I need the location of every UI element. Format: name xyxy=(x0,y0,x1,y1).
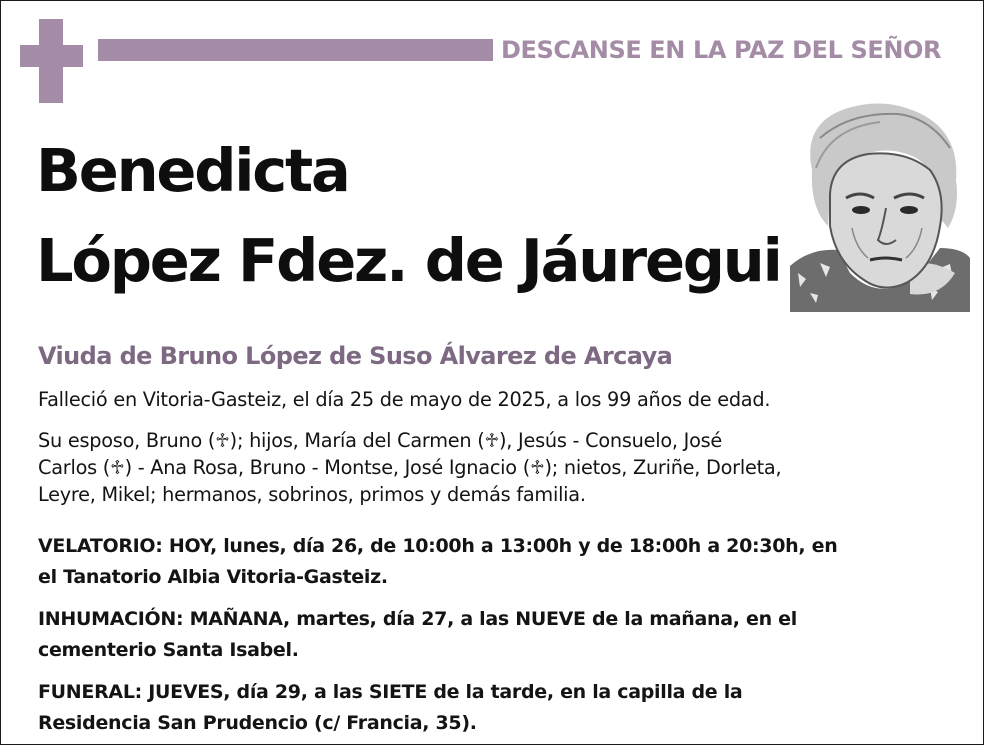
family-line: Leyre, Mikel; hermanos, sobrinos, primos y demás familia. xyxy=(38,483,586,506)
inhumacion-line: INHUMACIÓN: MAÑANA, martes, día 27, a las NUEVE de la mañana, en el xyxy=(38,608,797,630)
portrait-photo xyxy=(790,98,970,312)
velatorio-line: el Tanatorio Albia Vitoria-Gasteiz. xyxy=(38,566,388,588)
velatorio-line: VELATORIO: HOY, lunes, día 26, de 10:00h a 13:00h y de 18:00h a 20:30h, en xyxy=(38,535,838,557)
funeral-line: FUNERAL: JUEVES, día 29, a las SIETE de la tarde, en la capilla de la xyxy=(38,681,743,703)
inhumacion-paragraph xyxy=(38,604,963,666)
first-name: Benedicta xyxy=(36,136,349,205)
funeral-line: Residencia San Prudencio (c/ Francia, 35). xyxy=(38,712,477,734)
death-notice: Falleció en Vitoria-Gasteiz, el día 25 de mayo de 2025, a los 99 años de edad. xyxy=(38,388,771,411)
family-line: Su esposo, Bruno (♱); hijos, María del Carmen (♱), Jesús - Consuelo, José xyxy=(38,429,723,452)
cross-icon xyxy=(20,19,83,103)
family-paragraph xyxy=(38,427,963,508)
velatorio-paragraph xyxy=(38,531,963,593)
funeral-paragraph xyxy=(38,677,963,739)
surnames: López Fdez. de Jáuregui xyxy=(36,226,781,295)
inhumacion-line: cementerio Santa Isabel. xyxy=(38,639,299,661)
header-bar xyxy=(98,39,493,61)
header-title: DESCANSE EN LA PAZ DEL SEÑOR xyxy=(501,36,942,64)
widow-of-line: Viuda de Bruno López de Suso Álvarez de Arcaya xyxy=(38,342,673,370)
family-line: Carlos (♱) - Ana Rosa, Bruno - Montse, José Ignacio (♱); nietos, Zuriñe, Dorleta, xyxy=(38,456,782,479)
